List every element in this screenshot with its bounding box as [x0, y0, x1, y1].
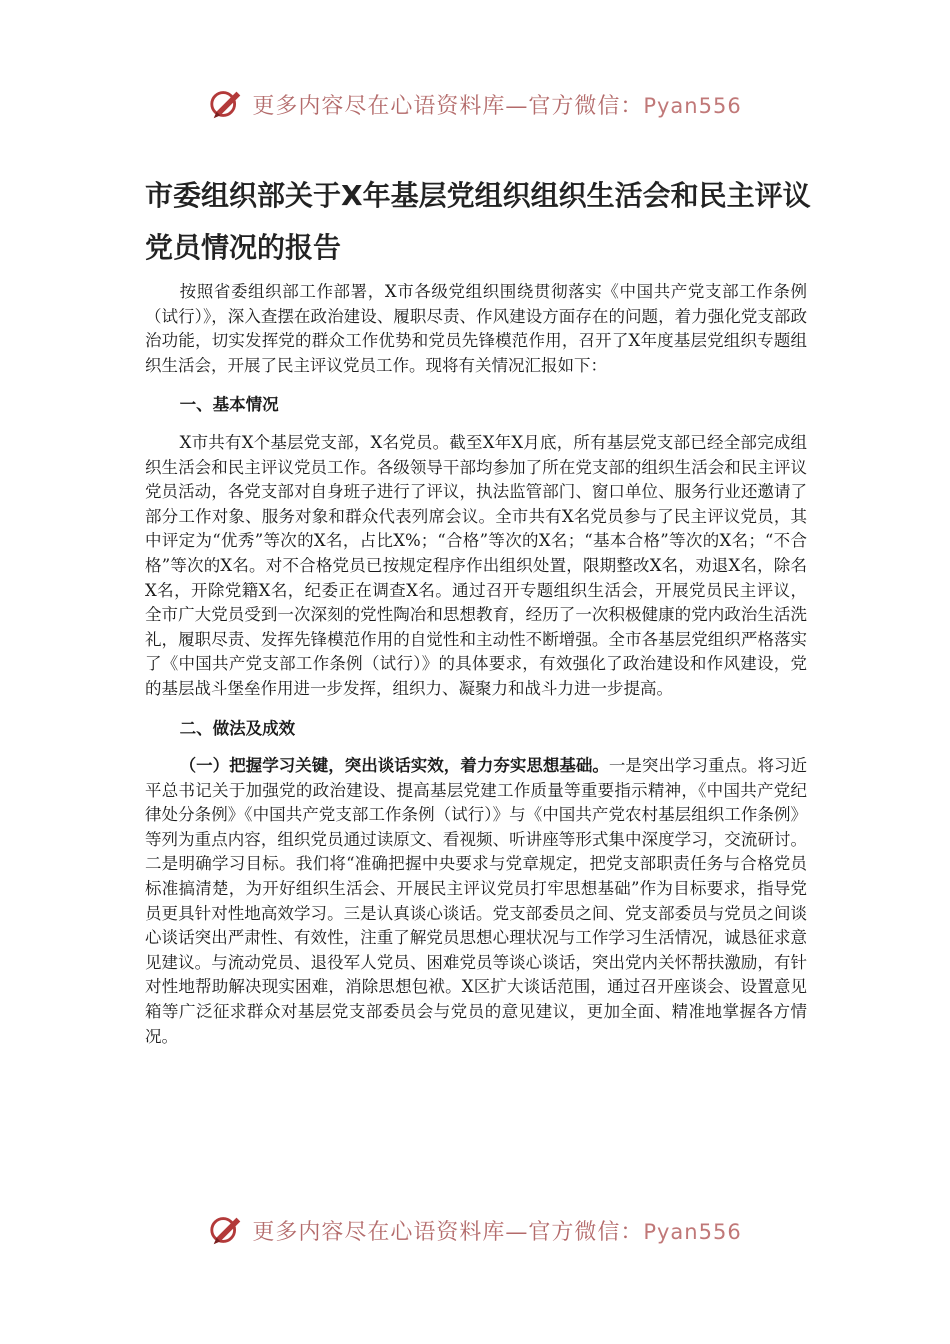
section1-paragraph: X市共有X个基层党支部，X名党员。截至X年X月底，所有基层党支部已经全部完成组织生活会和民主评议党员工作。各级领导干部均参加了所在党支部的组织生活会和民主评议党员活动，各党支部对自身班子进行了评议，执法监管部门、窗口单位、服务行业还邀请了部分工作对象、服务对象和群众代表列席会议。全市共有X名党员参与了民主评议党员，其中评定为“优秀”等次的X名，占比X%；“合格”等次的X名；“基本合格”等次的X名；“不合格”等次的X名。对不合格党员已按规定程序作出组织处置，限期整改X名，劝退X名，除名X名，开除党籍X名，纪委正在调查X名。通过召开专题组织生活会，开展党员民主评议，全市广大党员受到一次深刻的党性陶冶和思想教育，经历了一次积极健康的党内政治生活洗礼，履职尽责、发挥先锋模范作用的自觉性和主动性不断增强。全市各基层党组织严格落实了《中国共产党支部工作条例（试行）》的具体要求，有效强化了政治建设和作风建设，党的基层战斗堡垒作用进一步发挥，组织力、凝聚力和战斗力进一步提高。 [145, 432, 807, 698]
pen-logo-icon [208, 85, 246, 123]
pen-logo-icon [208, 1211, 246, 1249]
section-heading-basic-situation: 一、基本情况 [179, 395, 279, 415]
watermark-banner-top [0, 84, 950, 124]
section-heading-methods: 二、做法及成效 [179, 718, 296, 738]
watermark-banner-bottom [0, 1210, 950, 1250]
document-title: 市委组织部关于X年基层党组织组织生活会和民主评议党员情况的报告 [145, 179, 811, 264]
section2-paragraph [145, 754, 807, 1049]
document-body [145, 280, 807, 1049]
watermark-text: 更多内容尽在心语资料库—官方微信：Pyan556 [252, 93, 742, 119]
section2-body: 一是突出学习重点。将习近平总书记关于加强党的政治建设、提高基层党建工作质量等重要指示精神，《中国共产党纪律处分条例》《中国共产党支部工作条例（试行）》与《中国共产党农村基层组织工作条例》等列为重点内容，组织党员通过读原文、看视频、听讲座等形式集中深度学习，交流研讨。二是明确学习目标。我们将“准确把握中央要求与党章规定，把党支部职责任务与合格党员标准搞清楚，为开好组织生活会、开展民主评议党员打牢思想基础”作为目标要求，指导党员更具针对性地高效学习。三是认真谈心谈话。党支部委员之间、党支部委员与党员之间谈心谈话突出严肃性、有效性，注重了解党员思想心理状况与工作学习生活情况，诚恳征求意见建议。与流动党员、退役军人党员、困难党员等谈心谈话，突出党内关怀帮扶激励，有针对性地帮助解决现实困难，消除思想包袱。X区扩大谈话范围，通过召开座谈会、设置意见箱等广泛征求群众对基层党支部委员会与党员的意见建议，更加全面、精准地掌握各方情况。 [145, 756, 808, 1046]
section2-lead: （一）把握学习关键，突出谈话实效，着力夯实思想基础。 [179, 756, 609, 776]
intro-paragraph: 按照省委组织部工作部署，X市各级党组织围绕贯彻落实《中国共产党支部工作条例（试行）》，深入查摆在政治建设、履职尽责、作风建设方面存在的问题，着力强化党支部政治功能，切实发挥党的群众工作优势和党员先锋模范作用，召开了X年度基层党组织专题组织生活会，开展了民主评议党员工作。现将有关情况汇报如下： [145, 282, 807, 375]
watermark-text: 更多内容尽在心语资料库—官方微信：Pyan556 [252, 1219, 742, 1245]
